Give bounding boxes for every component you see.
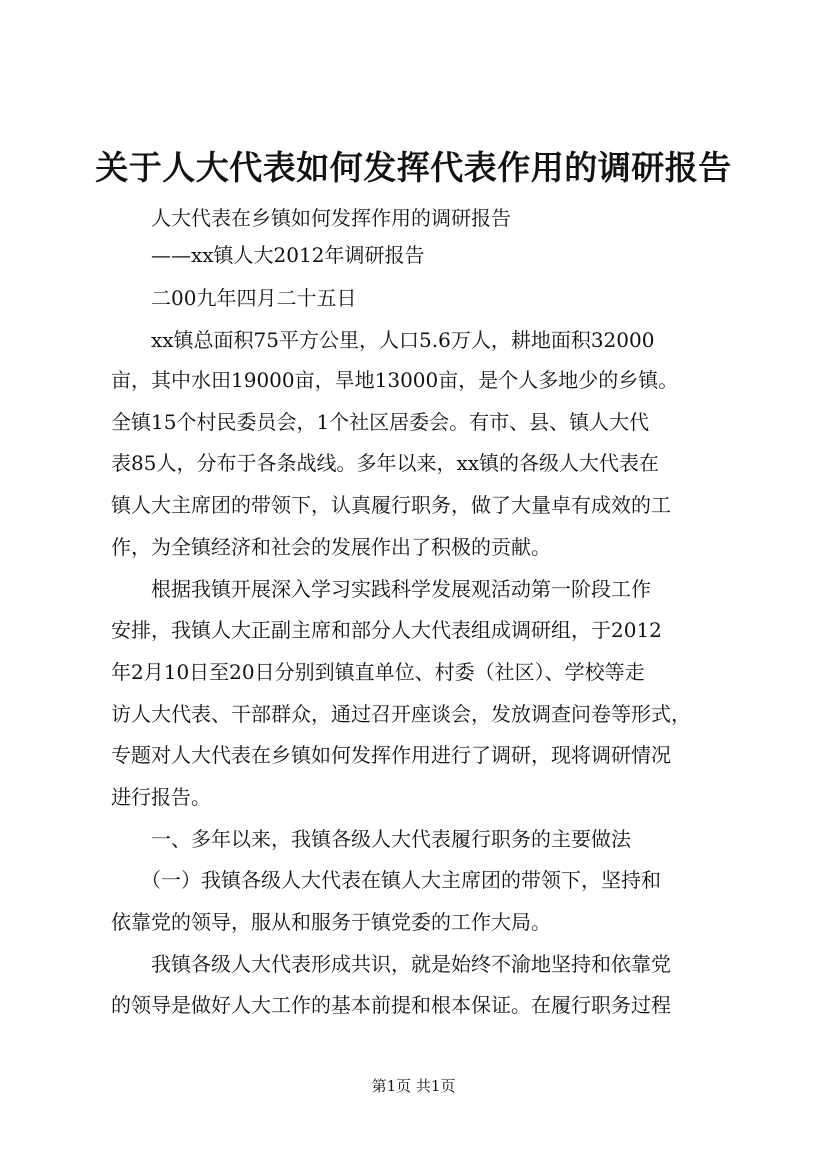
body-line: 根据我镇开展深入学习实践科学发展观活动第一阶段工作	[111, 577, 651, 601]
body-line: 一、多年以来，我镇各级人大代表履行职务的主要做法	[111, 827, 631, 851]
body-line: 全镇15个村民委员会，1个社区居委会。有市、县、镇人大代	[111, 410, 650, 434]
body-line: 二00九年四月二十五日	[111, 286, 357, 310]
body-line: 访人大代表、干部群众，通过召开座谈会，发放调查问卷等形式，	[111, 702, 691, 726]
body-line: ——xx镇人大2012年调研报告	[111, 243, 425, 267]
body-line: xx镇总面积75平方公里，人口5.6万人，耕地面积32000	[111, 328, 655, 352]
body-line: 的领导是做好人大工作的基本前提和根本保证。在履行职务过程	[111, 993, 671, 1017]
body-line: 我镇各级人大代表形成共识，就是始终不渝地坚持和依靠党	[111, 952, 671, 976]
body-line: 专题对人大代表在乡镇如何发挥作用进行了调研，现将调研情况	[111, 743, 671, 767]
body-line: 依靠党的领导，服从和服务于镇党委的工作大局。	[111, 910, 551, 934]
body-line: 人大代表在乡镇如何发挥作用的调研报告	[111, 206, 511, 230]
document-title: 关于人大代表如何发挥代表作用的调研报告	[95, 148, 732, 187]
body-line: 镇人大主席团的带领下，认真履行职务，做了大量卓有成效的工	[111, 493, 671, 517]
body-line: （一）我镇各级人大代表在镇人大主席团的带领下，坚持和	[111, 868, 661, 892]
body-line: 进行报告。	[111, 785, 211, 809]
body-line: 作，为全镇经济和社会的发展作出了积极的贡献。	[111, 535, 551, 559]
page-footer: 第1页 共1页	[371, 1077, 456, 1095]
body-line: 年2月10日至20日分别到镇直单位、村委（社区）、学校等走	[111, 660, 645, 684]
body-line: 安排，我镇人大正副主席和部分人大代表组成调研组，于2012	[111, 618, 662, 642]
body-line: 表85人，分布于各条战线。多年以来，xx镇的各级人大代表在	[111, 451, 660, 475]
body-line: 亩，其中水田19000亩，旱地13000亩，是个人多地少的乡镇。	[111, 368, 679, 392]
